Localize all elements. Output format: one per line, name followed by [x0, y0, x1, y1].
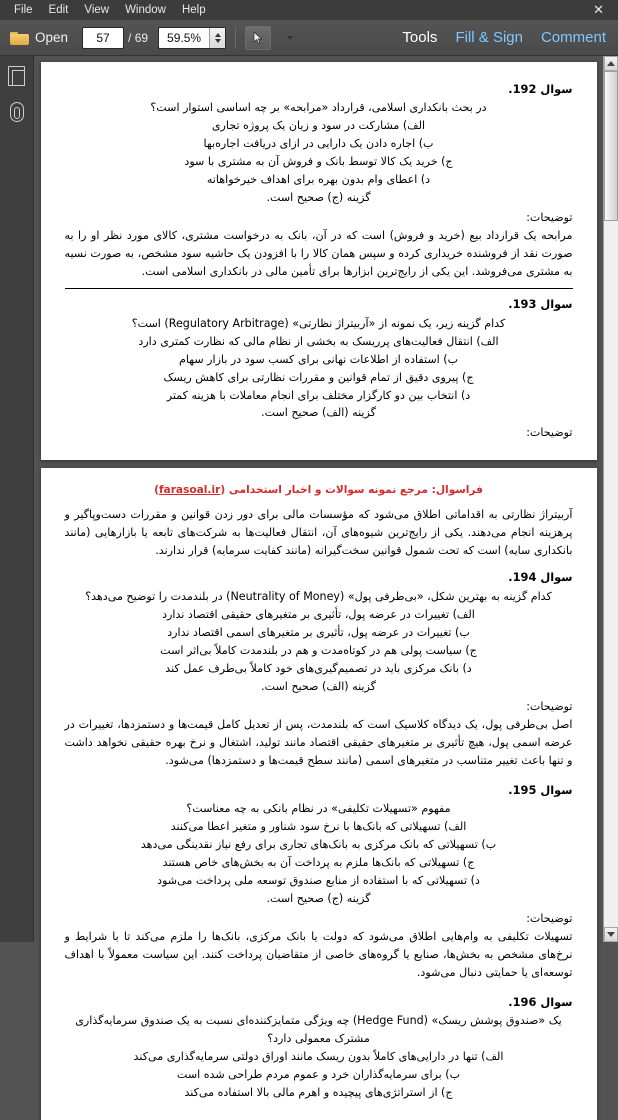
open-button-label: Open — [35, 30, 69, 45]
menu-bar — [0, 0, 618, 20]
toolbar — [0, 20, 618, 56]
side-rail — [0, 56, 34, 942]
document-scroll-area — [34, 56, 603, 1100]
menu-item-edit[interactable]: Edit — [48, 4, 69, 16]
question-193-option-d: د) انتخاب بین دو کارگزار مختلف برای انجام معاملات با هزینه کمتر — [166, 388, 471, 402]
question-195-option-d: د) تسهیلاتی که با استفاده از منابع صندوق توسعه ملی پرداخت می‌شود — [157, 873, 480, 887]
question-196-option-b: ب) برای سرمایه‌گذاران خرد و عموم مردم طراحی شده است — [176, 1068, 461, 1082]
question-194-option-b: ب) تغییرات در عرضه پول، تأثیری بر متغیرهای اسمی اقتصاد ندارد — [167, 625, 470, 639]
open-button[interactable] — [6, 28, 76, 48]
question-196-stem: یک «صندوق پوشش ریسک» (Hedge Fund) چه ویژگی متمایزکننده‌ای نسبت به یک صندوق سرمایه‌گذاری مشترک معمولی دارد؟ — [75, 1014, 562, 1046]
zoom-stepper[interactable] — [209, 28, 225, 48]
chevron-down-icon[interactable] — [287, 36, 293, 40]
question-193-option-a: الف) انتقال فعالیت‌های پرریسک به بخشی از نظام مالی که نظارت کمتری دارد — [138, 334, 499, 348]
question-194-stem: کدام گزینه به بهترین شکل، «بی‌طرفی پول» (Neutrality of Money) در بلندمدت را توضیح می‌دهد؟ — [85, 589, 552, 603]
source-credit-suffix: ) — [154, 484, 159, 497]
question-192-stem: در بحث بانکداری اسلامی، قرارداد «مرابحه» بر چه اساسی استوار است؟ — [150, 101, 487, 115]
question-193 — [65, 295, 573, 442]
workspace — [0, 56, 618, 1100]
question-193-answer: گزینه (الف) صحیح است. — [261, 406, 376, 420]
close-icon[interactable]: ✕ — [593, 2, 604, 17]
source-credit-prefix: فراسوال: مرجع نمونه سوالات و اخبار استخدامی ( — [220, 484, 483, 497]
document-viewport[interactable] — [34, 56, 603, 1100]
page-total-label: / 69 — [128, 30, 149, 45]
caret-down-icon — [607, 932, 615, 937]
folder-icon — [10, 30, 30, 46]
zoom-control[interactable] — [158, 27, 226, 49]
question-194-explain-label: توضیحات: — [526, 699, 573, 713]
question-192-answer: گزینه (ج) صحیح است. — [266, 191, 371, 205]
question-195-explain-label: توضیحات: — [526, 911, 573, 925]
question-195-title: سوال 195. — [508, 782, 573, 797]
menu-item-view[interactable]: View — [84, 4, 110, 16]
question-195-explanation: تسهیلات تکلیفی به وام‌هایی اطلاق می‌شود که دولت یا بانک مرکزی، بانک‌ها را ملزم می‌کند تا با شرایط و نرخ‌های مشخص به بخش‌ها، صنایع یا گروه‌های خاصی از متقاضیان پرداخت کنند. این سیاست معمولاً با اهداف توسعه‌ای یا حمایتی دنبال می‌شود. — [64, 929, 573, 979]
comment-button[interactable]: Comment — [540, 29, 606, 46]
question-192-explain-label: توضیحات: — [526, 211, 573, 225]
vertical-scrollbar[interactable] — [603, 56, 618, 942]
scroll-down-button[interactable] — [604, 927, 618, 942]
document-page — [41, 468, 597, 1120]
spacer — [65, 772, 573, 781]
scrollbar-thumb[interactable] — [604, 71, 618, 221]
question-194-answer: گزینه (الف) صحیح است. — [261, 679, 376, 693]
page-number-input[interactable]: 57 — [82, 27, 124, 49]
question-193-option-c: ج) پیروی دقیق از تمام قوانین و مقررات نظارتی برای کاهش ریسک — [163, 370, 474, 384]
spacer — [65, 984, 573, 993]
question-195-option-c: ج) تسهیلاتی که بانک‌ها ملزم به پرداخت آن به بخش‌های خاص هستند — [162, 856, 475, 869]
question-193-option-b: ب) استفاده از اطلاعات نهانی برای کسب سود در بازار سهام — [178, 352, 459, 366]
question-192-option-c: ج) خرید یک کالا توسط بانک و فروش آن به مشتری با سود — [184, 155, 453, 169]
question-194-title: سوال 194. — [508, 570, 573, 585]
caret-down-icon[interactable] — [215, 39, 221, 43]
question-193-explain-label: توضیحات: — [526, 426, 573, 440]
toolbar-right-group — [402, 29, 612, 46]
question-196 — [65, 993, 573, 1102]
menu-item-help[interactable]: Help — [181, 4, 206, 16]
question-196-title: سوال 196. — [508, 994, 573, 1009]
spacer — [65, 559, 573, 568]
zoom-value[interactable]: 59.5% — [167, 30, 202, 45]
page-navigation — [82, 27, 148, 49]
question-196-option-a: الف) تنها در دارایی‌های کاملاً بدون ریسک مانند اوراق دولتی سرمایه‌گذاری می‌کند — [133, 1050, 504, 1064]
question-192 — [65, 80, 573, 281]
scrollbar-track[interactable] — [604, 71, 618, 927]
attachments-button[interactable] — [5, 100, 29, 124]
scroll-up-button[interactable] — [604, 56, 618, 71]
question-194-option-c: ج) سیاست پولی هم در کوتاه‌مدت و هم در بلندمدت کاملاً بی‌اثر است — [160, 643, 477, 657]
question-192-option-d: د) اعطای وام بدون بهره برای اهداف خیرخواهانه — [206, 173, 431, 187]
question-195-option-a: الف) تسهیلاتی که بانک‌ها با نرخ سود شناور و متغیر اعطا می‌کنند — [170, 820, 467, 834]
question-194-option-a: الف) تغییرات در عرضه پول، تأثیری بر متغیرهای حقیقی اقتصاد ندارد — [162, 607, 475, 621]
menu-item-file[interactable]: File — [14, 4, 33, 16]
question-194 — [65, 568, 573, 769]
page-thumbnails-button[interactable] — [5, 64, 29, 88]
question-195 — [65, 781, 573, 982]
section-divider — [65, 288, 573, 289]
select-tool-button[interactable] — [245, 26, 271, 50]
paperclip-icon — [10, 102, 24, 122]
toolbar-divider — [235, 27, 236, 49]
question-192-option-b: ب) اجاره دادن یک دارایی در ازای دریافت اجاره‌بها — [203, 137, 434, 151]
question-196-option-c: ج) از استراتژی‌های پیچیده و اهرم مالی بالا استفاده می‌کند — [184, 1086, 453, 1100]
question-195-option-b: ب) تسهیلاتی که بانک مرکزی به بانک‌های تجاری برای رفع نیاز نقدینگی می‌دهد — [140, 838, 497, 852]
question-192-title: سوال 192. — [508, 82, 573, 96]
caret-up-icon — [607, 61, 615, 66]
pages-icon — [8, 66, 25, 86]
source-credit — [65, 482, 573, 499]
question-195-answer: گزینه (ج) صحیح است. — [266, 891, 371, 905]
toolbar-overflow-button[interactable] — [277, 26, 303, 50]
question-193-stem: کدام گزینه زیر، یک نمونه از «آربیتراژ نظارتی» (Regulatory Arbitrage) است؟ — [131, 316, 506, 330]
question-194-option-d: د) بانک مرکزی باید در تصمیم‌گیری‌های خود کاملاً بی‌طرف عمل کند — [165, 661, 472, 675]
question-192-explanation: مرابحه یک قرارداد بیع (خرید و فروش) است که در آن، بانک به درخواست مشتری، کالای مورد نظر او را به صورت نقد از فروشنده خریداری کرده و سپس همان کالا را با افزودن یک حاشیه سود مشخص، به صورت نسیه به مشتری می‌فروشد. این یکی از رایج‌ترین ابزارها برای تأمین مالی در بانکداری اسلامی است. — [64, 229, 573, 279]
question-193-title: سوال 193. — [508, 297, 573, 312]
question-195-stem: مفهوم «تسهیلات تکلیفی» در نظام بانکی به چه معناست؟ — [186, 802, 451, 816]
document-page — [41, 62, 597, 460]
menu-item-window[interactable]: Window — [125, 4, 166, 16]
source-credit-site: farasoal.ir — [158, 484, 221, 497]
question-194-explanation: اصل بی‌طرفی پول، یک دیدگاه کلاسیک است که بلندمدت، پس از تعدیل کامل قیمت‌ها و دستمزدها، تغییرات در عرضه اسمی پول، هیچ تأثیری بر متغیرهای حقیقی اقتصاد مانند تولید، اشتغال و نرخ بهره حقیقی نخواهد داشت و تنها باعث تغییر متناسب در متغیرهای اسمی (مانند سطح قیمت‌ها و دستمزدها) می‌شود. — [64, 717, 573, 767]
tools-button[interactable]: Tools — [402, 29, 438, 46]
question-192-option-a: الف) مشارکت در سود و زیان یک پروژه تجاری — [211, 119, 426, 133]
caret-up-icon[interactable] — [215, 33, 221, 37]
question-193-explanation-continued: آربیتراژ نظارتی به اقداماتی اطلاق می‌شود که مؤسسات مالی برای دور زدن قوانین و مقررات دست‌وپاگیر و پرهزینه انجام می‌دهند. یکی از رایج‌ترین شیوه‌های آن، انتقال فعالیت‌ها به شرکت‌های تابعه یا بازارهایی (مانند بانکداری سایه) است که تحت شمول قوانین سخت‌گیرانه (مانند کفایت سرمایه) قرار ندارند. — [64, 507, 573, 557]
fill-and-sign-button[interactable]: Fill & Sign — [455, 29, 523, 46]
